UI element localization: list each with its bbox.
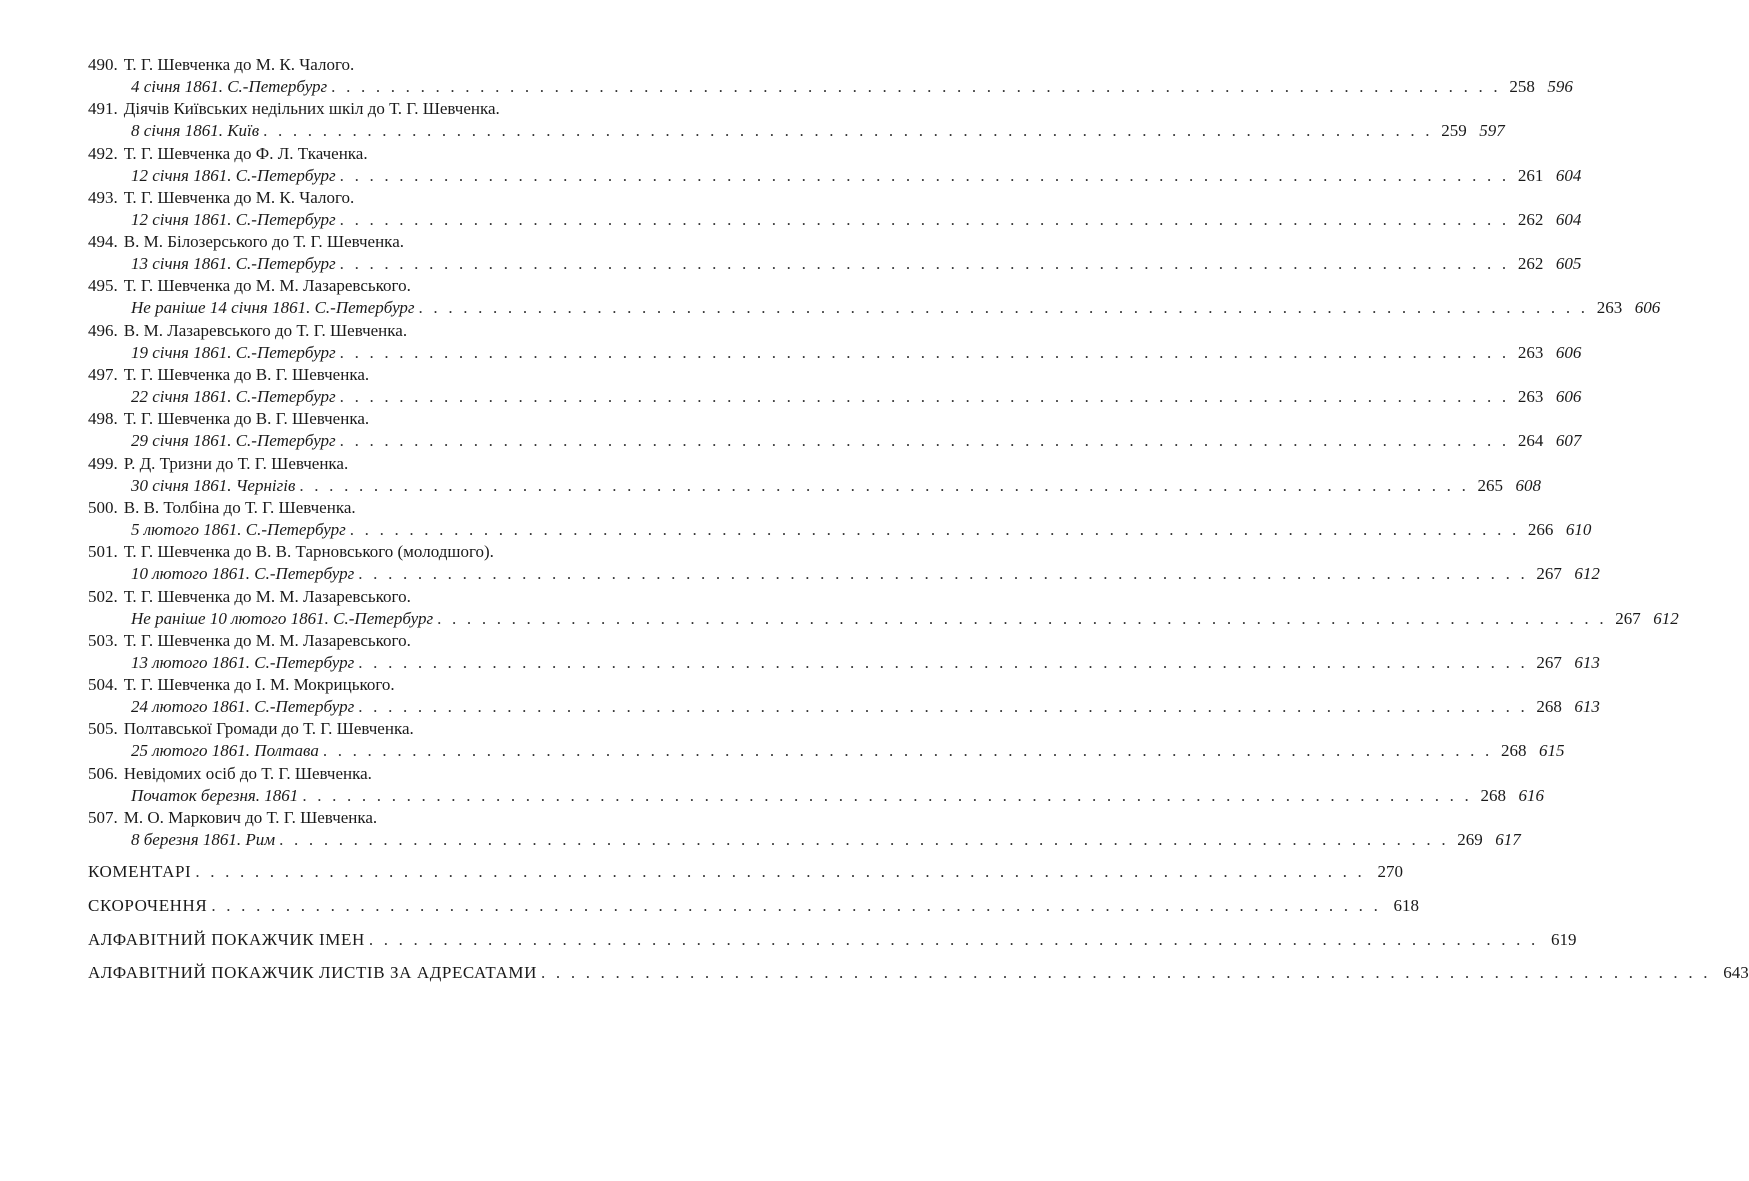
- toc-entry: [88, 143, 1582, 187]
- entry-title-line: [88, 143, 676, 165]
- dot-leader: . . . . . . . . . . . . . . . . . . . . . . . . . . . . . . . . . . . . . . . . . . . . . . . . . . . . . . . . . . . . . . . . . . . . . . . . . . . . . . .: [339, 431, 1510, 451]
- entry-date-place: Не раніше 10 лютого 1861. С.-Петербург: [131, 608, 434, 628]
- entry-title-line: [88, 630, 676, 652]
- toc-entry: [88, 541, 1600, 585]
- section-page: 270: [1377, 862, 1403, 882]
- entry-title: Т. Г. Шевченка до М. К. Чалого.: [123, 187, 355, 207]
- entry-detail-line: [88, 430, 1582, 452]
- entry-commentary-page: 612: [1653, 608, 1679, 628]
- toc-entry: [88, 187, 1582, 231]
- entry-detail-line: [88, 297, 1661, 319]
- entry-title: В. М. Лазаревського до Т. Г. Шевченка.: [123, 320, 408, 340]
- entry-commentary-page: 596: [1547, 77, 1573, 96]
- entry-page: 262: [1517, 254, 1544, 274]
- entry-title: Т. Г. Шевченка до І. М. Мокрицького.: [123, 675, 395, 695]
- entry-title: Т. Г. Шевченка до М. М. Лазаревського.: [123, 276, 411, 296]
- entry-commentary-page: 597: [1479, 121, 1505, 141]
- toc-entry: [88, 718, 1565, 762]
- entry-commentary-page: 617: [1495, 830, 1521, 850]
- entry-commentary-page: 606: [1555, 387, 1582, 407]
- section-page: 618: [1393, 896, 1420, 916]
- entry-commentary-page: 613: [1574, 697, 1600, 717]
- dot-leader: . . . . . . . . . . . . . . . . . . . . . . . . . . . . . . . . . . . . . . . . . . . . . . . . . . . . . . . . . . . . . . . . . . . . . . . . . . . . . . .: [263, 121, 1433, 141]
- entry-number: 498.: [88, 409, 118, 429]
- entry-commentary-page: 615: [1538, 741, 1565, 761]
- entry-page: 267: [1536, 564, 1562, 584]
- entry-page: 268: [1500, 741, 1527, 761]
- entry-number: 492.: [88, 143, 118, 163]
- toc-entry: [88, 497, 1592, 541]
- entry-date-place: 29 січня 1861. С.-Петербург: [131, 431, 336, 451]
- entry-title: Т. Г. Шевченка до М. М. Лазаревського.: [123, 586, 411, 606]
- dot-leader: . . . . . . . . . . . . . . . . . . . . . . . . . . . . . . . . . . . . . . . . . . . . . . . . . . . . . . . . . . . . . . . . . . . . . . . . . . . . . . .: [339, 254, 1510, 274]
- entry-page: 268: [1536, 697, 1562, 717]
- entry-detail-line: [88, 253, 1582, 275]
- entry-number: 505.: [88, 719, 118, 739]
- entry-number: 503.: [88, 630, 118, 650]
- dot-leader: . . . . . . . . . . . . . . . . . . . . . . . . . . . . . . . . . . . . . . . . . . . . . . . . . . . . . . . . . . . . . . . . . . . . . . . . . . . . . . .: [358, 652, 1528, 672]
- entry-page: 259: [1441, 121, 1467, 141]
- entry-number: 497.: [88, 365, 118, 385]
- entry-detail-line: [88, 386, 1582, 408]
- toc-entry: [88, 408, 1582, 452]
- entry-commentary-page: 613: [1574, 652, 1600, 672]
- entry-detail-line: [88, 165, 1582, 187]
- section-title: СКОРОЧЕННЯ: [88, 896, 208, 916]
- dot-leader: . . . . . . . . . . . . . . . . . . . . . . . . . . . . . . . . . . . . . . . . . . . . . . . . . . . . . . . . . . . . . . . . . . . . . . . . . . . . . . .: [418, 298, 1589, 318]
- toc-entry: [88, 453, 1542, 497]
- section-title: АЛФАВІТНИЙ ПОКАЖЧИК ЛИСТІВ ЗА АДРЕСАТАМИ: [88, 963, 538, 983]
- section-page: 619: [1551, 929, 1577, 949]
- entry-title-line: [88, 674, 676, 696]
- entry-title-line: [88, 364, 676, 386]
- letter-entries: [88, 54, 1679, 851]
- entry-date-place: 12 січня 1861. С.-Петербург: [131, 165, 336, 185]
- entry-title-line: [88, 275, 676, 297]
- entry-detail-line: [88, 76, 1573, 98]
- entry-title-line: [88, 718, 676, 740]
- dot-leader: . . . . . . . . . . . . . . . . . . . . . . . . . . . . . . . . . . . . . . . . . . . . . . . . . . . . . . . . . . . . . . . . . . . . . . . . . . . . . . .: [437, 608, 1607, 628]
- entry-date-place: 13 лютого 1861. С.-Петербург: [131, 652, 355, 672]
- entry-title: Т. Г. Шевченка до В. Г. Шевченка.: [123, 365, 370, 385]
- entry-commentary-page: 612: [1574, 564, 1600, 584]
- entry-date-place: 13 січня 1861. С.-Петербург: [131, 254, 336, 274]
- table-of-contents: [88, 54, 1749, 990]
- entry-number: 501.: [88, 542, 118, 562]
- dot-leader: . . . . . . . . . . . . . . . . . . . . . . . . . . . . . . . . . . . . . . . . . . . . . . . . . . . . . . . . . . . . . . . . . . . . . . . . . . . . . . .: [339, 209, 1510, 229]
- entry-page: 269: [1457, 830, 1483, 850]
- entry-commentary-page: 604: [1555, 209, 1582, 229]
- entry-detail-line: [88, 475, 1542, 497]
- dot-leader: . . . . . . . . . . . . . . . . . . . . . . . . . . . . . . . . . . . . . . . . . . . . . . . . . . . . . . . . . . . . . . . . . . . . . . . . . . . . . . .: [358, 697, 1528, 717]
- entry-title: Полтавської Громади до Т. Г. Шевченка.: [123, 719, 414, 739]
- entry-commentary-page: 610: [1565, 519, 1592, 539]
- toc-entry: [88, 231, 1582, 275]
- dot-leader: . . . . . . . . . . . . . . . . . . . . . . . . . . . . . . . . . . . . . . . . . . . . . . . . . . . . . . . . . . . . . . . . . . . . . . . . . . . . . . .: [339, 342, 1510, 362]
- toc-entry: [88, 364, 1582, 408]
- entry-number: 500.: [88, 497, 118, 517]
- dot-leader: . . . . . . . . . . . . . . . . . . . . . . . . . . . . . . . . . . . . . . . . . . . . . . . . . . . . . . . . . . . . . . . . . . . . . . . . . . . . . . .: [339, 165, 1510, 185]
- entry-commentary-page: 616: [1518, 785, 1544, 805]
- entry-page: 258: [1509, 77, 1535, 96]
- dot-leader: . . . . . . . . . . . . . . . . . . . . . . . . . . . . . . . . . . . . . . . . . . . . . . . . . . . . . . . . . . . . . . . . . . . . . . . . . . . . . . .: [331, 77, 1501, 96]
- entry-title: Т. Г. Шевченка до М. М. Лазаревського.: [123, 630, 411, 650]
- toc-section: [88, 889, 1420, 923]
- toc-entry: [88, 54, 1573, 98]
- entry-commentary-page: 606: [1555, 342, 1582, 362]
- section-page: 643: [1723, 963, 1749, 983]
- entry-date-place: 30 січня 1861. Чернігів: [131, 475, 296, 495]
- entry-title-line: [88, 807, 676, 829]
- entry-date-place: Початок березня. 1861: [131, 785, 299, 805]
- entry-detail-line: [88, 342, 1582, 364]
- entry-title: Р. Д. Тризни до Т. Г. Шевченка.: [123, 453, 349, 473]
- toc-entry: [88, 275, 1661, 319]
- entry-number: 491.: [88, 99, 118, 119]
- entry-title-line: [88, 231, 676, 253]
- entry-page: 267: [1615, 608, 1641, 628]
- dot-leader: . . . . . . . . . . . . . . . . . . . . . . . . . . . . . . . . . . . . . . . . . . . . . . . . . . . . . . . . . . . . . . . . . . . . . . . . . . . . . . .: [358, 564, 1528, 584]
- entry-number: 499.: [88, 453, 118, 473]
- toc-entry: [88, 763, 1544, 807]
- entry-detail-line: [88, 652, 1600, 674]
- entry-detail-line: [88, 120, 1505, 142]
- entry-date-place: 24 лютого 1861. С.-Петербург: [131, 697, 355, 717]
- entry-date-place: 12 січня 1861. С.-Петербург: [131, 209, 336, 229]
- entry-title-line: [88, 408, 676, 430]
- section-title: КОМЕНТАРІ: [88, 862, 192, 882]
- entry-commentary-page: 604: [1555, 165, 1582, 185]
- entry-number: 502.: [88, 586, 118, 606]
- entry-page: 266: [1527, 519, 1554, 539]
- entry-title: Т. Г. Шевченка до Ф. Л. Ткаченка.: [123, 143, 368, 163]
- toc-entry: [88, 98, 1505, 142]
- entry-page: 264: [1517, 431, 1544, 451]
- entry-title-line: [88, 497, 676, 519]
- entry-title-line: [88, 541, 676, 563]
- entry-date-place: 8 березня 1861. Рим: [131, 830, 276, 850]
- entry-number: 494.: [88, 232, 118, 252]
- section-entries: [88, 855, 1749, 990]
- entry-title: М. О. Маркович до Т. Г. Шевченка.: [123, 808, 378, 828]
- entry-number: 496.: [88, 320, 118, 340]
- entry-date-place: 5 лютого 1861. С.-Петербург: [131, 519, 346, 539]
- entry-date-place: 10 лютого 1861. С.-Петербург: [131, 564, 355, 584]
- entry-number: 490.: [88, 55, 118, 74]
- entry-title-line: [88, 586, 676, 608]
- entry-detail-line: [88, 608, 1679, 630]
- entry-date-place: 19 січня 1861. С.-Петербург: [131, 342, 336, 362]
- entry-date-place: 4 січня 1861. С.-Петербург: [131, 77, 328, 96]
- toc-entry: [88, 586, 1679, 630]
- entry-title: Невідомих осіб до Т. Г. Шевченка.: [123, 763, 372, 783]
- entry-page: 263: [1596, 298, 1623, 318]
- dot-leader: . . . . . . . . . . . . . . . . . . . . . . . . . . . . . . . . . . . . . . . . . . . . . . . . . . . . . . . . . . . . . . . . . . . . . . . . . . . . . . .: [541, 963, 1711, 983]
- entry-date-place: Не раніше 14 січня 1861. С.-Петербург: [131, 298, 415, 318]
- entry-detail-line: [88, 696, 1600, 718]
- toc-entry: [88, 630, 1600, 674]
- entry-title: В. М. Білозерського до Т. Г. Шевченка.: [123, 232, 404, 252]
- dot-leader: . . . . . . . . . . . . . . . . . . . . . . . . . . . . . . . . . . . . . . . . . . . . . . . . . . . . . . . . . . . . . . . . . . . . . . . . . . . . . . .: [368, 929, 1539, 949]
- entry-number: 504.: [88, 675, 118, 695]
- entry-title: Т. Г. Шевченка до В. В. Тарновського (молодшого).: [123, 542, 494, 562]
- toc-entry: [88, 807, 1521, 851]
- entry-number: 493.: [88, 187, 118, 207]
- dot-leader: . . . . . . . . . . . . . . . . . . . . . . . . . . . . . . . . . . . . . . . . . . . . . . . . . . . . . . . . . . . . . . . . . . . . . . . . . . . . . . .: [302, 785, 1472, 805]
- entry-detail-line: [88, 829, 1521, 851]
- toc-entry: [88, 674, 1600, 718]
- toc-section: [88, 956, 1749, 990]
- entry-number: 495.: [88, 276, 118, 296]
- dot-leader: . . . . . . . . . . . . . . . . . . . . . . . . . . . . . . . . . . . . . . . . . . . . . . . . . . . . . . . . . . . . . . . . . . . . . . . . . . . . . . .: [299, 475, 1470, 495]
- dot-leader: . . . . . . . . . . . . . . . . . . . . . . . . . . . . . . . . . . . . . . . . . . . . . . . . . . . . . . . . . . . . . . . . . . . . . . . . . . . . . . .: [279, 830, 1449, 850]
- entry-detail-line: [88, 563, 1600, 585]
- entry-title: Т. Г. Шевченка до М. К. Чалого.: [123, 55, 355, 74]
- entry-commentary-page: 605: [1555, 254, 1582, 274]
- entry-page: 265: [1477, 475, 1504, 495]
- toc-section: [88, 923, 1577, 957]
- entry-date-place: 8 січня 1861. Київ: [131, 121, 260, 141]
- entry-page: 267: [1536, 652, 1562, 672]
- entry-page: 263: [1517, 387, 1544, 407]
- entry-title-line: [88, 54, 676, 76]
- entry-commentary-page: 606: [1634, 298, 1661, 318]
- entry-page: 263: [1517, 342, 1544, 362]
- entry-date-place: 22 січня 1861. С.-Петербург: [131, 387, 336, 407]
- entry-detail-line: [88, 519, 1592, 541]
- entry-detail-line: [88, 785, 1544, 807]
- dot-leader: . . . . . . . . . . . . . . . . . . . . . . . . . . . . . . . . . . . . . . . . . . . . . . . . . . . . . . . . . . . . . . . . . . . . . . . . . . . . . . .: [339, 387, 1510, 407]
- toc-entry: [88, 320, 1582, 364]
- entry-title-line: [88, 453, 676, 475]
- entry-detail-line: [88, 740, 1565, 762]
- dot-leader: . . . . . . . . . . . . . . . . . . . . . . . . . . . . . . . . . . . . . . . . . . . . . . . . . . . . . . . . . . . . . . . . . . . . . . . . . . . . . . .: [211, 896, 1382, 916]
- entry-title-line: [88, 187, 676, 209]
- entry-title: Т. Г. Шевченка до В. Г. Шевченка.: [123, 409, 370, 429]
- entry-page: 261: [1517, 165, 1544, 185]
- toc-section: [88, 855, 1403, 889]
- entry-commentary-page: 608: [1515, 475, 1542, 495]
- entry-number: 506.: [88, 763, 118, 783]
- dot-leader: . . . . . . . . . . . . . . . . . . . . . . . . . . . . . . . . . . . . . . . . . . . . . . . . . . . . . . . . . . . . . . . . . . . . . . . . . . . . . . .: [195, 862, 1365, 882]
- entry-title-line: [88, 98, 676, 120]
- entry-page: 262: [1517, 209, 1544, 229]
- entry-title-line: [88, 320, 676, 342]
- entry-page: 268: [1480, 785, 1506, 805]
- entry-title-line: [88, 763, 676, 785]
- entry-date-place: 25 лютого 1861. Полтава: [131, 741, 319, 761]
- section-title: АЛФАВІТНИЙ ПОКАЖЧИК ІМЕН: [88, 929, 365, 949]
- entry-number: 507.: [88, 808, 118, 828]
- entry-detail-line: [88, 209, 1582, 231]
- entry-title: Діячів Київських недільних шкіл до Т. Г. Шевченка.: [123, 99, 500, 119]
- entry-commentary-page: 607: [1555, 431, 1582, 451]
- dot-leader: . . . . . . . . . . . . . . . . . . . . . . . . . . . . . . . . . . . . . . . . . . . . . . . . . . . . . . . . . . . . . . . . . . . . . . . . . . . . . . .: [322, 741, 1493, 761]
- entry-title: В. В. Толбіна до Т. Г. Шевченка.: [123, 497, 356, 517]
- dot-leader: . . . . . . . . . . . . . . . . . . . . . . . . . . . . . . . . . . . . . . . . . . . . . . . . . . . . . . . . . . . . . . . . . . . . . . . . . . . . . . .: [349, 519, 1520, 539]
